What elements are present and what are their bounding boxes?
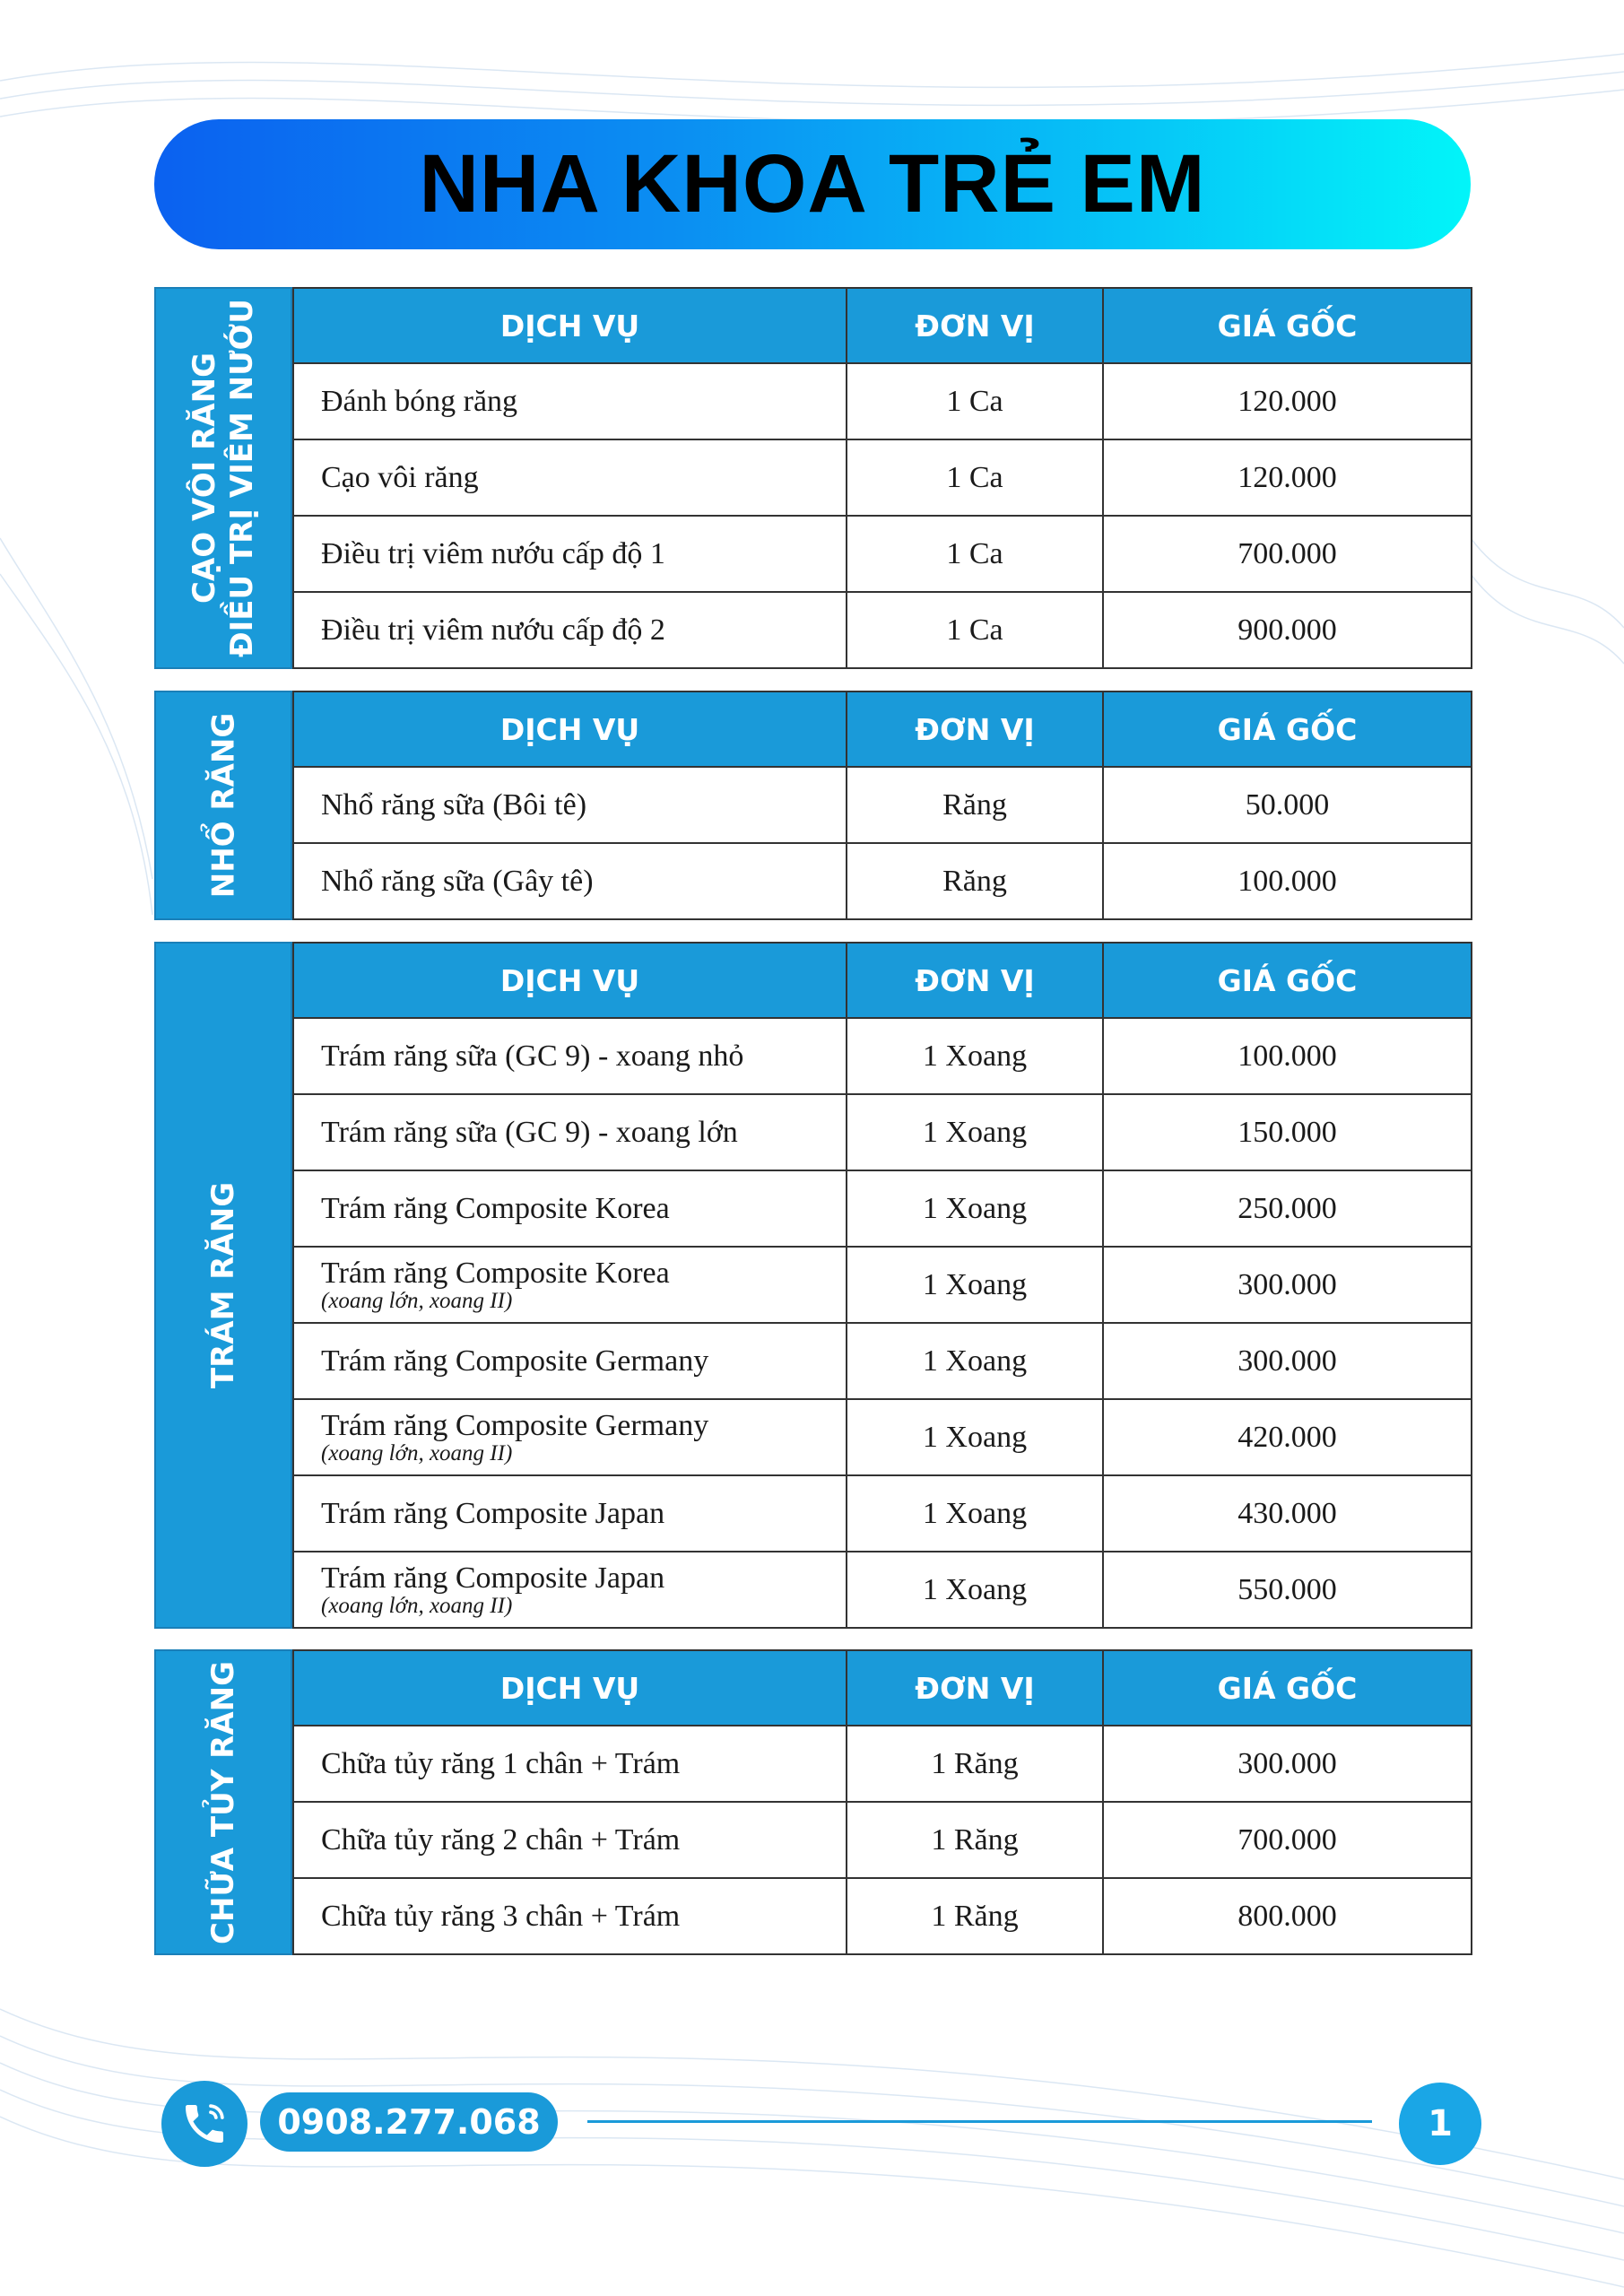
section-label-line-1: CẠO VÔI RĂNG bbox=[187, 352, 223, 604]
service-cell: Trám răng sữa (GC 9) - xoang lớn bbox=[293, 1094, 847, 1170]
section-label-line-1: NHỔ RĂNG bbox=[205, 712, 242, 899]
service-cell: Chữa tủy răng 1 chân + Trám bbox=[293, 1726, 847, 1802]
section-label bbox=[154, 1649, 292, 1955]
header-unit: ĐƠN VỊ bbox=[847, 288, 1103, 363]
service-cell: Trám răng Composite Germany bbox=[293, 1323, 847, 1399]
unit-cell: 1 Răng bbox=[847, 1802, 1103, 1878]
price-cell: 300.000 bbox=[1103, 1247, 1472, 1323]
section-label bbox=[154, 287, 292, 669]
unit-cell: 1 Xoang bbox=[847, 1247, 1103, 1323]
header-price: GIÁ GỐC bbox=[1103, 288, 1472, 363]
table-row bbox=[293, 1552, 1472, 1628]
section-scaling bbox=[154, 287, 1471, 669]
service-cell: Trám răng Composite Korea bbox=[293, 1170, 847, 1247]
header-price: GIÁ GỐC bbox=[1103, 691, 1472, 767]
section-label bbox=[154, 942, 292, 1629]
table-row bbox=[293, 1475, 1472, 1552]
service-cell: Đánh bóng răng bbox=[293, 363, 847, 439]
table-row bbox=[293, 1399, 1472, 1475]
phone-icon[interactable] bbox=[161, 2081, 248, 2167]
section-label-line-1: TRÁM RĂNG bbox=[205, 1181, 241, 1389]
service-note: (xoang lớn, xoang II) bbox=[321, 1440, 513, 1465]
section-extraction bbox=[154, 691, 1471, 920]
header-price: GIÁ GỐC bbox=[1103, 943, 1472, 1018]
phone-icon-glyph bbox=[179, 2099, 230, 2149]
price-table bbox=[292, 691, 1472, 920]
title-banner bbox=[154, 119, 1471, 249]
price-cell: 120.000 bbox=[1103, 363, 1472, 439]
service-cell: Trám răng sữa (GC 9) - xoang nhỏ bbox=[293, 1018, 847, 1094]
unit-cell: 1 Ca bbox=[847, 363, 1103, 439]
section-label bbox=[154, 691, 292, 920]
table-row bbox=[293, 1247, 1472, 1323]
section-root-canal bbox=[154, 1649, 1471, 1955]
unit-cell: 1 Xoang bbox=[847, 1399, 1103, 1475]
section-filling bbox=[154, 942, 1471, 1629]
table-header-row bbox=[293, 1650, 1472, 1726]
price-cell: 100.000 bbox=[1103, 843, 1472, 919]
header-price: GIÁ GỐC bbox=[1103, 1650, 1472, 1726]
price-cell: 550.000 bbox=[1103, 1552, 1472, 1628]
header-unit: ĐƠN VỊ bbox=[847, 691, 1103, 767]
table-row bbox=[293, 1018, 1472, 1094]
service-cell: Nhổ răng sữa (Gây tê) bbox=[293, 843, 847, 919]
section-label-line-2: ĐIỀU TRỊ VIÊM NƯỚU bbox=[224, 299, 261, 657]
footer-divider bbox=[587, 2120, 1372, 2123]
table-row bbox=[293, 1323, 1472, 1399]
table-row bbox=[293, 1170, 1472, 1247]
service-cell bbox=[293, 1552, 847, 1628]
header-unit: ĐƠN VỊ bbox=[847, 1650, 1103, 1726]
price-cell: 420.000 bbox=[1103, 1399, 1472, 1475]
table-row bbox=[293, 363, 1472, 439]
price-cell: 300.000 bbox=[1103, 1323, 1472, 1399]
service-note: (xoang lớn, xoang II) bbox=[321, 1593, 513, 1618]
header-service: DỊCH VỤ bbox=[293, 691, 847, 767]
header-unit: ĐƠN VỊ bbox=[847, 943, 1103, 1018]
price-cell: 150.000 bbox=[1103, 1094, 1472, 1170]
service-name: Trám răng Composite Japan bbox=[321, 1561, 665, 1595]
service-cell: Trám răng Composite Japan bbox=[293, 1475, 847, 1552]
table-row bbox=[293, 592, 1472, 668]
unit-cell: 1 Ca bbox=[847, 439, 1103, 516]
service-cell: Nhổ răng sữa (Bôi tê) bbox=[293, 767, 847, 843]
table-header-row bbox=[293, 943, 1472, 1018]
table-row bbox=[293, 1878, 1472, 1954]
page-title: NHA KHOA TRẺ EM bbox=[419, 138, 1206, 230]
header-service: DỊCH VỤ bbox=[293, 943, 847, 1018]
table-row bbox=[293, 1802, 1472, 1878]
price-cell: 700.000 bbox=[1103, 1802, 1472, 1878]
table-row bbox=[293, 843, 1472, 919]
table-header-row bbox=[293, 691, 1472, 767]
price-cell: 250.000 bbox=[1103, 1170, 1472, 1247]
phone-number[interactable]: 0908.277.068 bbox=[260, 2092, 558, 2152]
unit-cell: 1 Xoang bbox=[847, 1094, 1103, 1170]
price-cell: 800.000 bbox=[1103, 1878, 1472, 1954]
unit-cell: 1 Xoang bbox=[847, 1018, 1103, 1094]
unit-cell: 1 Xoang bbox=[847, 1323, 1103, 1399]
unit-cell: 1 Xoang bbox=[847, 1475, 1103, 1552]
service-cell: Chữa tủy răng 3 chân + Trám bbox=[293, 1878, 847, 1954]
service-cell bbox=[293, 1399, 847, 1475]
service-cell: Cạo vôi răng bbox=[293, 439, 847, 516]
service-cell: Chữa tủy răng 2 chân + Trám bbox=[293, 1802, 847, 1878]
price-cell: 300.000 bbox=[1103, 1726, 1472, 1802]
price-table bbox=[292, 942, 1472, 1629]
table-row bbox=[293, 767, 1472, 843]
price-cell: 900.000 bbox=[1103, 592, 1472, 668]
price-cell: 120.000 bbox=[1103, 439, 1472, 516]
section-label-line-1: CHỮA TỦY RĂNG bbox=[205, 1660, 242, 1944]
unit-cell: 1 Răng bbox=[847, 1878, 1103, 1954]
table-row bbox=[293, 1094, 1472, 1170]
header-service: DỊCH VỤ bbox=[293, 288, 847, 363]
table-header-row bbox=[293, 288, 1472, 363]
unit-cell: 1 Răng bbox=[847, 1726, 1103, 1802]
price-table bbox=[292, 287, 1472, 669]
price-cell: 700.000 bbox=[1103, 516, 1472, 592]
service-name: Trám răng Composite Germany bbox=[321, 1408, 709, 1442]
service-cell bbox=[293, 1247, 847, 1323]
unit-cell: Răng bbox=[847, 843, 1103, 919]
unit-cell: 1 Xoang bbox=[847, 1170, 1103, 1247]
page-number: 1 bbox=[1399, 2083, 1481, 2165]
table-row bbox=[293, 439, 1472, 516]
unit-cell: 1 Xoang bbox=[847, 1552, 1103, 1628]
table-row bbox=[293, 1726, 1472, 1802]
service-cell: Điều trị viêm nướu cấp độ 2 bbox=[293, 592, 847, 668]
service-cell: Điều trị viêm nướu cấp độ 1 bbox=[293, 516, 847, 592]
service-name: Trám răng Composite Korea bbox=[321, 1256, 670, 1290]
price-cell: 50.000 bbox=[1103, 767, 1472, 843]
service-note: (xoang lớn, xoang II) bbox=[321, 1288, 513, 1313]
price-cell: 100.000 bbox=[1103, 1018, 1472, 1094]
header-service: DỊCH VỤ bbox=[293, 1650, 847, 1726]
unit-cell: 1 Ca bbox=[847, 516, 1103, 592]
price-cell: 430.000 bbox=[1103, 1475, 1472, 1552]
price-table bbox=[292, 1649, 1472, 1955]
unit-cell: 1 Ca bbox=[847, 592, 1103, 668]
table-row bbox=[293, 516, 1472, 592]
unit-cell: Răng bbox=[847, 767, 1103, 843]
